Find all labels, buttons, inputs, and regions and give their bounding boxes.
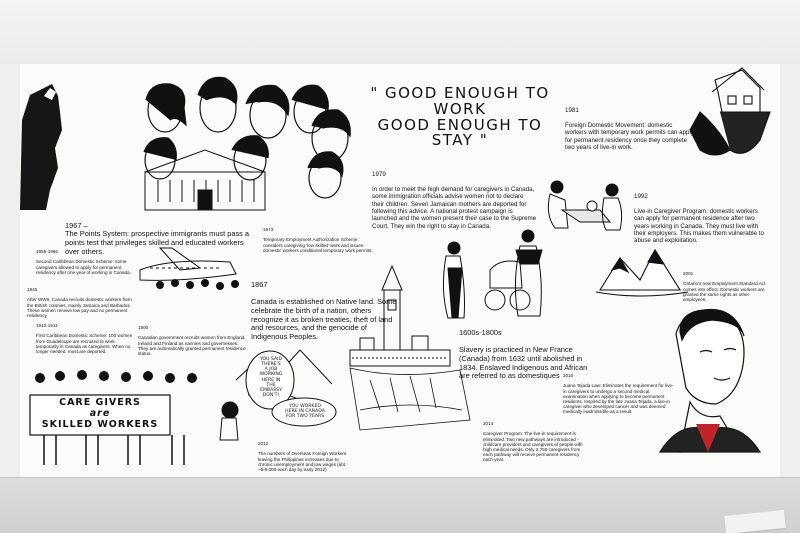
entry-1979 xyxy=(372,164,537,237)
entry-year: 1973 xyxy=(263,227,274,233)
protest-group xyxy=(35,370,197,383)
title-line-4: STAY " xyxy=(431,131,489,150)
entry-year: 1867 xyxy=(251,279,268,289)
speech-bubble-1-text: YOU SAID THERE'S A JOB WORKING HERE IN THE EMBASSY DON'T! xyxy=(259,357,283,398)
entry-text: Ontario's new Employment Standard Act comes into effect. Domestic workers are granted the same rights as other employees. xyxy=(683,281,766,302)
entry-text: The Points System: prospective immigrants must pass a points test that privileges skilled and educated workers over others. xyxy=(65,229,250,256)
entry-1981 xyxy=(565,100,695,159)
entry-year: 1981 xyxy=(565,107,579,115)
sign-line-3: SKILLED WORKERS xyxy=(41,419,159,430)
entry-1967-points: 1967 – The Points System: prospective immigrants must pass a points test that privileges skilled and educated workers over others. xyxy=(65,220,250,256)
entry-year: 2001 xyxy=(683,271,694,277)
entry-text: First Caribbean Domestic Scheme: 100 women from Guadeloupe are recruited to work temporarily in Canada as caregivers. When no longer needed, most are deported. xyxy=(36,333,133,354)
entry-text: Caregiver Program: The live-in requirement is eliminated. Two new pathways are introduced - childcare providers and caregivers of people with high medical needs. Only 2,750 caregivers from each pathway will receive permanent residency each year. xyxy=(483,431,583,463)
title-line-3: GOOD ENOUGH TO xyxy=(377,115,543,134)
entry-1867 xyxy=(251,272,401,351)
entry-text: Juana Tejada Law: Eliminates the requirement for live-in caregivers to undergo a second medical examination when applying to become permanent residents. Inspired by the late Juana Tejada, a live-in caregiver who developed cancer and was deemed medically inadmissible as a result. xyxy=(563,383,674,415)
entry-text: Foreign Domestic Movement: domestic workers with temporary work permits can apply for permanent residency once they complete two years of live-in work. xyxy=(565,121,694,151)
entry-text: The numbers of Overseas Foreign Workers leaving the Philippines increases due to chronic unemployment and low wages (abt. ~5-6,000 each day by early 2012). xyxy=(258,451,347,472)
entry-1973 xyxy=(263,222,373,258)
entry-text: Second Caribbean Domestic Scheme: some caregivers allowed to apply for permanent residency after one year of working in Canada. xyxy=(36,259,131,275)
maids-and-pram xyxy=(443,230,542,318)
entry-1955 xyxy=(36,244,134,280)
protest-legs xyxy=(44,435,184,465)
entry-text: Live-in Caregiver Program: domestic workers can apply for permanent residence after two years working in Canada. They must live with their employers. This makes them vulnerable to abuse and exploitation. xyxy=(634,207,764,245)
entry-year: 1600s-1800s xyxy=(459,327,502,337)
entry-text: Canadian government recruits women from England, Ireland and Finland as nannies and governesses. They are automatically granted permanent residence status. xyxy=(138,335,246,356)
entry-1900 xyxy=(138,320,248,361)
entry-text: Canada is established on Native land. Some celebrate the birth of a nation, others recognize it as broken treaties, theft of land and resources, and the genocide of Indigenous Peoples. xyxy=(251,297,397,342)
entry-text: Temporary Employment Authorization Scheme: considers caregiving 'low skilled' work and issues domestic workers conditional temporary work permits. xyxy=(263,237,373,253)
entry-year: 2014 xyxy=(483,421,494,427)
entry-text: Slavery is practiced in New France (Canada) from 1632 until abolished in 1834. Enslaved Indigenous and African are referred to as domestiques xyxy=(459,345,588,381)
entry-1945 xyxy=(27,282,135,323)
entry-text: In order to meet the high demand for caregivers in Canada, some immigration officials advise women not to declare their children. Seven Jamaican mothers are deported for following this advice. A national protest campaign is launched and the women present their case to the Supreme Court. They win the right to stay in Canada. xyxy=(372,185,537,230)
mountains-sketch xyxy=(596,250,688,296)
protest-sign xyxy=(32,397,168,430)
entry-year: 1967 xyxy=(65,220,82,230)
entry-2012 xyxy=(258,436,353,477)
entry-year: 2012 xyxy=(258,441,269,447)
women-portraits xyxy=(144,77,350,198)
cliff-left xyxy=(20,84,62,210)
entry-year: 1979 xyxy=(372,171,386,179)
entry-year: 1945 xyxy=(27,287,38,293)
house-on-cliff xyxy=(690,68,770,155)
entry-1910 xyxy=(36,318,136,359)
entry-text: After WWII, Canada recruits domestic workers from the British colonies, mainly Jamaica and Barbados. These women receive low pay and no permanent residency. xyxy=(27,297,132,318)
portrait-bottom-right xyxy=(660,310,760,452)
entry-2014 xyxy=(483,416,583,467)
entry-2010 xyxy=(563,368,675,419)
landscape-sketch xyxy=(350,368,470,430)
entry-1992 xyxy=(634,186,769,252)
entry-year: 1910-1911 xyxy=(36,323,58,329)
entry-year: 1900 xyxy=(138,325,149,331)
title-line-1: " GOOD ENOUGH TO xyxy=(370,84,550,102)
title-line-2: WORK xyxy=(433,99,487,118)
sign-line-1: CARE GIVERS xyxy=(59,397,141,408)
speech-bubble-2-text: YOU WORKED HERE IN CANADA FOR TWO YEARS xyxy=(285,404,325,420)
entry-year: 2010 xyxy=(563,373,574,379)
entry-year: 1992 xyxy=(634,193,648,201)
sign-line-2: are xyxy=(89,408,111,419)
entry-2001 xyxy=(683,266,773,307)
mural-title xyxy=(360,86,560,149)
women-at-table xyxy=(548,181,621,230)
entry-year: 1955-1966 xyxy=(36,249,58,255)
